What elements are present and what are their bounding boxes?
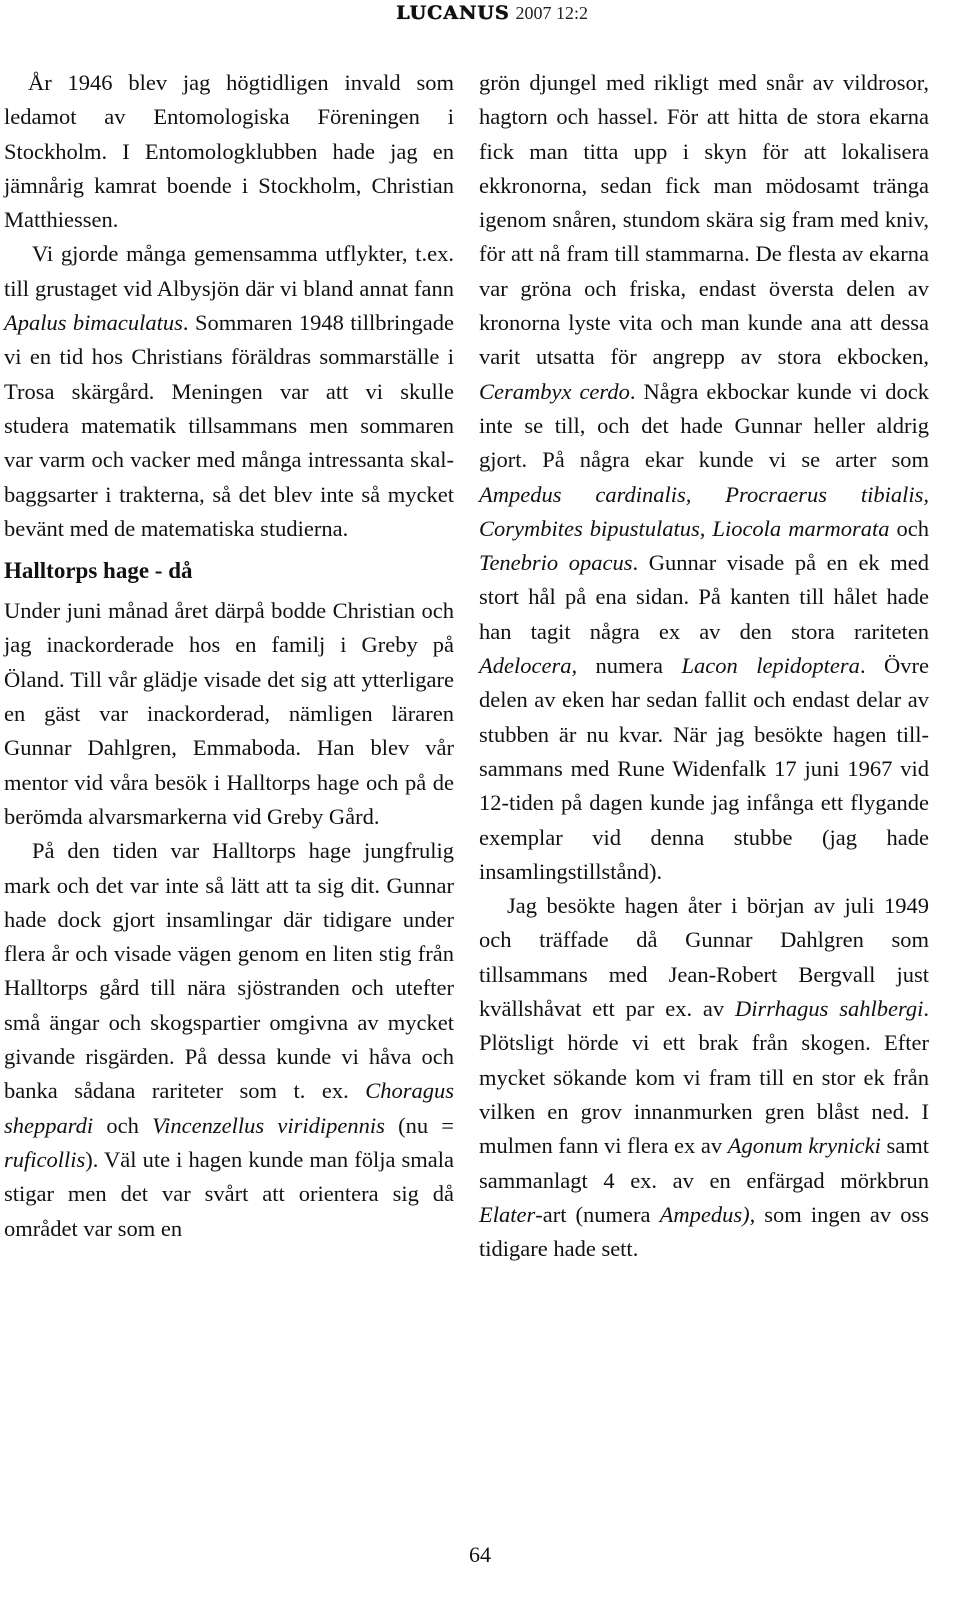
text-run: . Gunnar visade på en ek med stort hål på ena sidan. På kanten till hålet hade han tagit några ex av den stora rariteten [479,550,929,644]
text-run: På den tiden var Halltorps hage jungfrulig mark och det var inte så lätt att ta sig dit. Gunnar hade dock gjort insamlingar där tidigare under flera år och visade vägen genom en liten stig från Halltorps gård till nära sjöstranden och utefter små ängar och skogspartier omgivna av mycket givande risgärden. På dessa kunde vi håva och banka sådana rariteter som t. ex. [4,838,454,1104]
text-run: som ingen av oss tidigare hade sett. [479,1201,929,1262]
italic-text: Elater [479,1201,536,1227]
paragraph [4,66,454,237]
text-run: Under juni månad året därpå bodde Christian och jag inackorderade hos en familj i Greby på Öland. Till vår glädje visade det sig att ytterligare en gäst var inackorderad, nämligen läraren Gunnar Dahlgren, Emmaboda. Han blev vår mentor vid våra besök i Halltorps hage och på de berömda alvarsmarkerna vid Greby Gård. [4,598,454,829]
text-run: . Övre delen av eken har sedan fallit och endast delar av stubben är nu kvar. När jag besökte hagen tillsammans med Rune Widenfalk 17 juni 1967 vid 12-tiden på dagen kunde jag infånga ett flygande exemplar vid denna stubbe (jag hade insamlingstillstånd). [479,653,930,884]
italic-text: Adelocera, [479,653,578,679]
paragraph [4,594,454,834]
italic-text: Ampedus), [659,1201,756,1227]
journal-logo: LUCANUS [396,2,510,24]
page-number: 64 [469,1542,491,1567]
italic-text: Cerambyx cerdo [479,378,630,404]
italic-text: Vincenzellus viridipennis [152,1112,385,1138]
paragraph [4,834,454,1246]
text-run: . Sommaren 1948 tillbringade vi en tid hos Christians föräldras sommarställe i Trosa skärgård. Meningen var att vi skulle studera matematik tillsammans men sommaren var varm och vacker med många intressanta skalbaggsarter i trakterna, så det blev inte så mycket bevänt med de matematiska studierna. [4,310,454,541]
text-run: numera [577,653,682,679]
text-run: . Plötsligt hörde vi ett brak från skogen. Efter mycket sökande kom vi fram till en stor ek från vilken en grov innanmurken gren blåst ned. I mulmen fann vi flera ex av [479,996,929,1159]
text-run: (nu = [384,1112,454,1138]
paragraph [479,889,929,1266]
italic-text: Agonum krynicki [727,1133,881,1159]
italic-text: Dirrhagus sahlbergi [735,996,924,1022]
text-run: samt sammanlagt 4 ex. av en enfärgad mörkbrun [479,1133,929,1193]
text-run: Jag besökte hagen åter i början av juli 1949 och träffade då Gunnar Dahlgren som tillsammans med Jean-Robert Bergvall just kvällshåvat ett par ex. av [479,893,929,1022]
text-run: . Några ekbockar kunde vi dock inte se till, och det hade Gunnar heller aldrig gjort. På några ekar kunde vi se arter som [479,378,929,473]
italic-text: Lacon lepidoptera [681,653,860,679]
left-column [4,66,454,1246]
text-run: Vi gjorde många gemensamma utflykter, t.ex. till grustaget vid Albysjön där vi bland annat fann [4,241,454,301]
italic-text: Tenebrio opacus [479,550,633,576]
text-run: och [889,515,929,541]
issue-label: 2007 12:2 [515,3,588,23]
paragraph [4,237,454,546]
running-header [396,0,588,26]
section-heading: Halltorps hage - då [4,558,193,584]
right-column [479,66,929,1266]
italic-text: Apalus bimaculatus [4,310,183,336]
italic-text: Ampedus cardinalis, Procraerus tibialis, Corymbites bipustulatus, Liocola marmorata [479,481,929,541]
italic-text: Choragus sheppardi [4,1078,454,1138]
text-run: grön djungel med rikligt med snår av vildrosor, hagtorn och hassel. För att hitta de stora ekarna fick man titta upp i skyn för att lokalisera ekkronorna, sedan fick man mödosamt tränga igenom snåren, stundom skära sig fram med kniv, för att nå fram till stammarna. De flesta av ekarna var gröna och friska, endast översta delen av kronorna lyste vita och man kunde ana att dessa varit utsatta för angrepp av stora ekbocken, [479,70,929,370]
paragraph [479,66,929,889]
text-run: och [93,1112,153,1138]
italic-text: ruficollis [4,1146,86,1172]
text-run: -art (numera [535,1201,660,1227]
text-run: ). Väl ute i hagen kunde man följa smala stigar men det var svårt att orientera sig då området var som en [4,1146,454,1241]
text-run: År 1946 blev jag högtidligen invald som ledamot av Entomologiska Föreningen i Stockholm. I Entomologklubben hade jag en jämnårig kamrat boende i Stockholm, Christian Matthiessen. [4,70,454,233]
